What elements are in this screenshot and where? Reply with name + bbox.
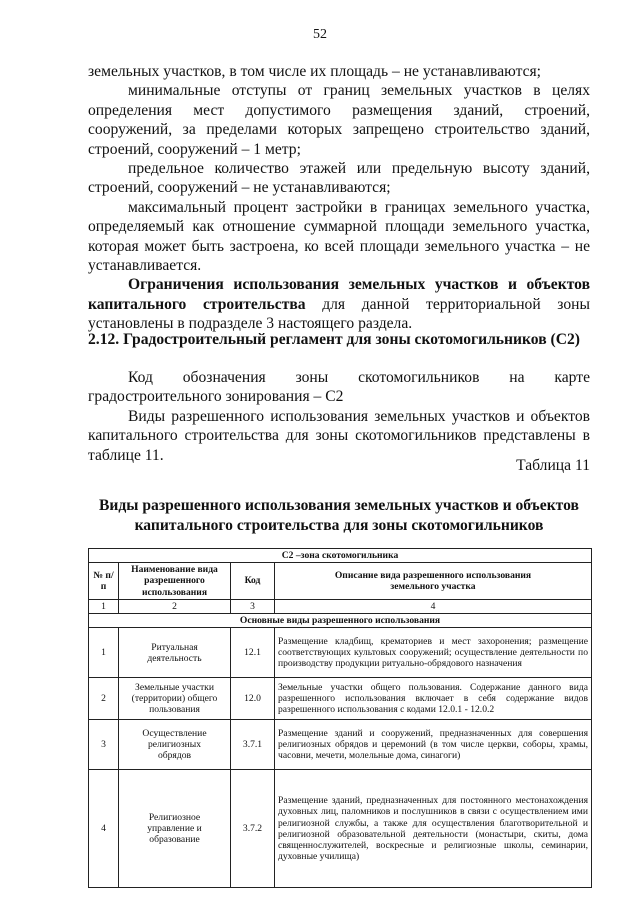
code-continuation: градостроительного зонирования – С2 xyxy=(88,388,344,406)
zone-header: С2 –зона скотомогильника xyxy=(89,549,592,563)
row-description: Земельные участки общего пользования. Содержание данного вида разрешенного использования включает в себя содержание видов разрешенного использования с кодами 12.0.1 - 12.0.2 xyxy=(275,678,592,720)
row-code: 3.7.2 xyxy=(231,770,275,888)
code-word: обозначения xyxy=(182,369,266,386)
row-number: 1 xyxy=(89,628,119,678)
section-heading: 2.12. Градостроительный регламент для зоны скотомогильников (С2) xyxy=(88,331,580,348)
body-text xyxy=(88,62,590,334)
paragraph: предельное количество этажей или предельную высоту зданий, строений, сооружений – не устанавливаются; xyxy=(88,160,590,197)
column-number: 4 xyxy=(275,599,592,613)
column-number: 2 xyxy=(119,599,231,613)
row-name: Земельные участки (территории) общего пользования xyxy=(119,678,231,720)
header-cell: Наименование вида разрешенного использования xyxy=(119,563,231,600)
paragraph: минимальные отступы от границ земельных участков в целях определения мест допустимого размещения зданий, строений, сооружений, за пределами которых запрещено строительство зданий, строений, сооружений – 1 метр; xyxy=(88,82,590,158)
column-number: 1 xyxy=(89,599,119,613)
table-label: Таблица 11 xyxy=(516,457,590,474)
table-title: Виды разрешенного использования земельных участков и объектов капитального строительства для зоны скотомогильников xyxy=(99,497,579,534)
row-code: 12.0 xyxy=(231,678,275,720)
code-word: скотомогильников xyxy=(358,369,480,386)
row-description: Размещение зданий и сооружений, предназначенных для совершения религиозных обрядов и церемоний (в том числе церкви, соборы, храмы, часовни, мечети, молельные дома, синагоги) xyxy=(275,720,592,770)
code-word: карте xyxy=(554,369,590,386)
header-cell: № п/п xyxy=(89,563,119,600)
types-paragraph: Виды разрешенного использования земельных участков и объектов капитального строительства для зоны скотомогильников представлены в таблице 11. xyxy=(88,407,590,464)
header-cell: Описание вида разрешенного использования земельного участка xyxy=(275,563,592,600)
row-description: Размещение кладбищ, крематориев и мест захоронения; размещение соответствующих культовых сооружений; осуществление деятельности по производству продукции ритуально-обрядового назначения xyxy=(275,628,592,678)
header-row xyxy=(89,563,592,600)
table-row xyxy=(89,678,592,720)
zone-header-row xyxy=(89,549,592,563)
row-number: 3 xyxy=(89,720,119,770)
table-row xyxy=(89,770,592,888)
paragraph: земельных участков, в том числе их площадь – не устанавливаются; xyxy=(88,63,542,80)
paragraph: максимальный процент застройки в границах земельного участка, определяемый как отношение суммарной площади земельного участка, которая может быть застроена, ко всей площади земельного участка – не устанавливается. xyxy=(88,198,590,275)
row-name: Ритуальная деятельность xyxy=(119,628,231,678)
usage-table xyxy=(88,548,592,888)
row-code: 3.7.1 xyxy=(231,720,275,770)
row-name: Религиозное управление и образование xyxy=(119,770,231,888)
restriction-paragraph xyxy=(88,275,590,333)
restriction-bold: Ограничения использования земельных участков и объектов капитального строительства xyxy=(88,276,590,313)
code-word: на xyxy=(509,369,525,386)
column-number-row xyxy=(89,599,592,613)
row-number: 2 xyxy=(89,678,119,720)
row-description: Размещение зданий, предназначенных для постоянного местонахождения духовных лиц, паломников и послушников в связи с осуществлением ими религиозной службы, а также для осуществления благотворительной и религиозной образовательной деятельности (монастыри, скиты, дома священнослужителей, воскресные и религиозные школы, семинарии, духовные училища) xyxy=(275,770,592,888)
table-row xyxy=(89,628,592,678)
code-word: Код xyxy=(128,369,153,386)
code-line xyxy=(88,368,590,387)
section-row xyxy=(89,614,592,628)
restriction-rest: для данной территориальной зоны установлены в подразделе 3 настоящего раздела. xyxy=(88,295,590,333)
code-word: зоны xyxy=(295,369,329,386)
row-code: 12.1 xyxy=(231,628,275,678)
section-title: Основные виды разрешенного использования xyxy=(89,614,592,628)
row-number: 4 xyxy=(89,770,119,888)
table-row xyxy=(89,720,592,770)
page-number: 52 xyxy=(313,27,327,42)
header-cell: Код xyxy=(231,563,275,600)
row-name: Осуществление религиозных обрядов xyxy=(119,720,231,770)
column-number: 3 xyxy=(231,599,275,613)
zone-description xyxy=(88,368,590,465)
